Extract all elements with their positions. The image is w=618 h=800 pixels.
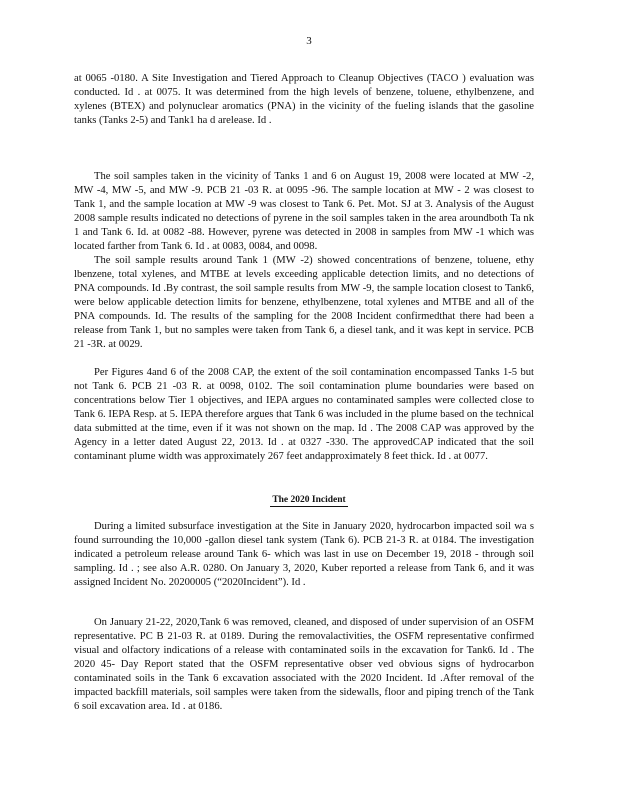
section-heading-text: The 2020 Incident bbox=[272, 495, 346, 505]
paragraph-2008-cap-figures: Per Figures 4and 6 of the 2008 CAP, the extent of the soil contamination encompassed Tanks 1-5 but not Tank 6. PCB 21 -03 R. at 0098, 0102. The soil contamination plume boundaries were based on concentrations below Tier 1 objectives, and IEPA argues no contaminated samples were collected close to Tank 6. IEPA Resp. at 5. IEPA therefore argues that Tank 6 was included in the plume based on the technical data submitted at the time, even if it was not shown on the map. Id . The 2008 CAP was approved by the Agency in a letter dated August 22, 2013. Id . at 0327 -330. The approvedCAP indicated that the soil contaminant plume width was approximately 267 feet andapproximately 8 feet thick. Id . at 0077. bbox=[74, 367, 534, 462]
paragraph-taco-evaluation: at 0065 -0180. A Site Investigation and Tiered Approach to Cleanup Objectives (TACO ) evaluation was conducted. Id . at 0075. It was determined from the high levels of benzene, toluene, ethylbenzene, and xylenes (BTEX) and polynuclear aromatics (PNA) in the vicinity of the fueling islands that the gasoline tanks (Tanks 2-5) and Tank1 ha d arelease. Id . bbox=[74, 73, 534, 126]
paragraph-soil-samples-2008: The soil samples taken in the vicinity of Tanks 1 and 6 on August 19, 2008 were located at MW -2, MW -4, MW -5, and MW -9. PCB 21 -03 R. at 0095 -96. The sample location at MW - 2 was closest to Tank 1, and the sample location at MW -9 was closest to Tank 6. Pet. Mot. SJ at 3. Analysis of the August 2008 sample results indicated no detections of pyrene in the soil samples taken in the area aroundboth Ta nk 1 and Tank 6. Id. at 0082 -88. However, pyrene was detected in 2008 in samples from MW -1 which was located farther from Tank 6. Id . at 0083, 0084, and 0098. bbox=[74, 171, 534, 252]
section-heading bbox=[0, 493, 618, 507]
paragraph-tank6-removal: On January 21-22, 2020,Tank 6 was removed, cleaned, and disposed of under supervision of an OSFM representative. PC B 21-03 R. at 0189. During the removalactivities, the OSFM representative confirmed visual and olfactory indications of a release with contaminated soils in the excavation for Tank6. Id . The 2020 45- Day Report stated that the OSFM representative obser ved obvious signs of hydrocarbon contaminated soils in the Tank 6 excavation associated with the 2020 Incident. Id .After removal of the impacted backfill materials, soil samples were taken from the sidewalls, floor and piping trench of the Tank 6 soil excavation area. Id . at 0186. bbox=[74, 617, 534, 712]
page-number: 3 bbox=[306, 35, 312, 47]
paragraph-january-2020-investigation: During a limited subsurface investigation at the Site in January 2020, hydrocarbon impacted soil wa s found surrounding the 10,000 -gallon diesel tank system (Tank 6). PCB 21-3 R. at 0184. The investigation indicated a petroleum release around Tank 6- which was last in use on December 19, 2018 - through soil sampling. Id . ; see also A.R. 0280. On January 3, 2020, Kuber reported a release from Tank 6, and it was assigned Incident No. 20200005 (“2020Incident”). Id . bbox=[74, 521, 534, 588]
paragraph-soil-results-tank1: The soil sample results around Tank 1 (MW -2) showed concentrations of benzene, toluene, ethy lbenzene, total xylenes, and MTBE at levels exceeding applicable detection limits, and no detections of PNA compounds. Id .By contrast, the soil sample results from MW -9, the sample location closest to Tank6, were below applicable detection limits for benzene, ethylbenzene, total xylenes and MTBE and all of the PNA compounds. Id. The results of the sampling for the 2008 Incident confirmedthat there had been a release from Tank 1, but no samples were taken from Tank 6, a diesel tank, and it was kept in service. PCB 21 -3R. at 0029. bbox=[74, 255, 534, 350]
